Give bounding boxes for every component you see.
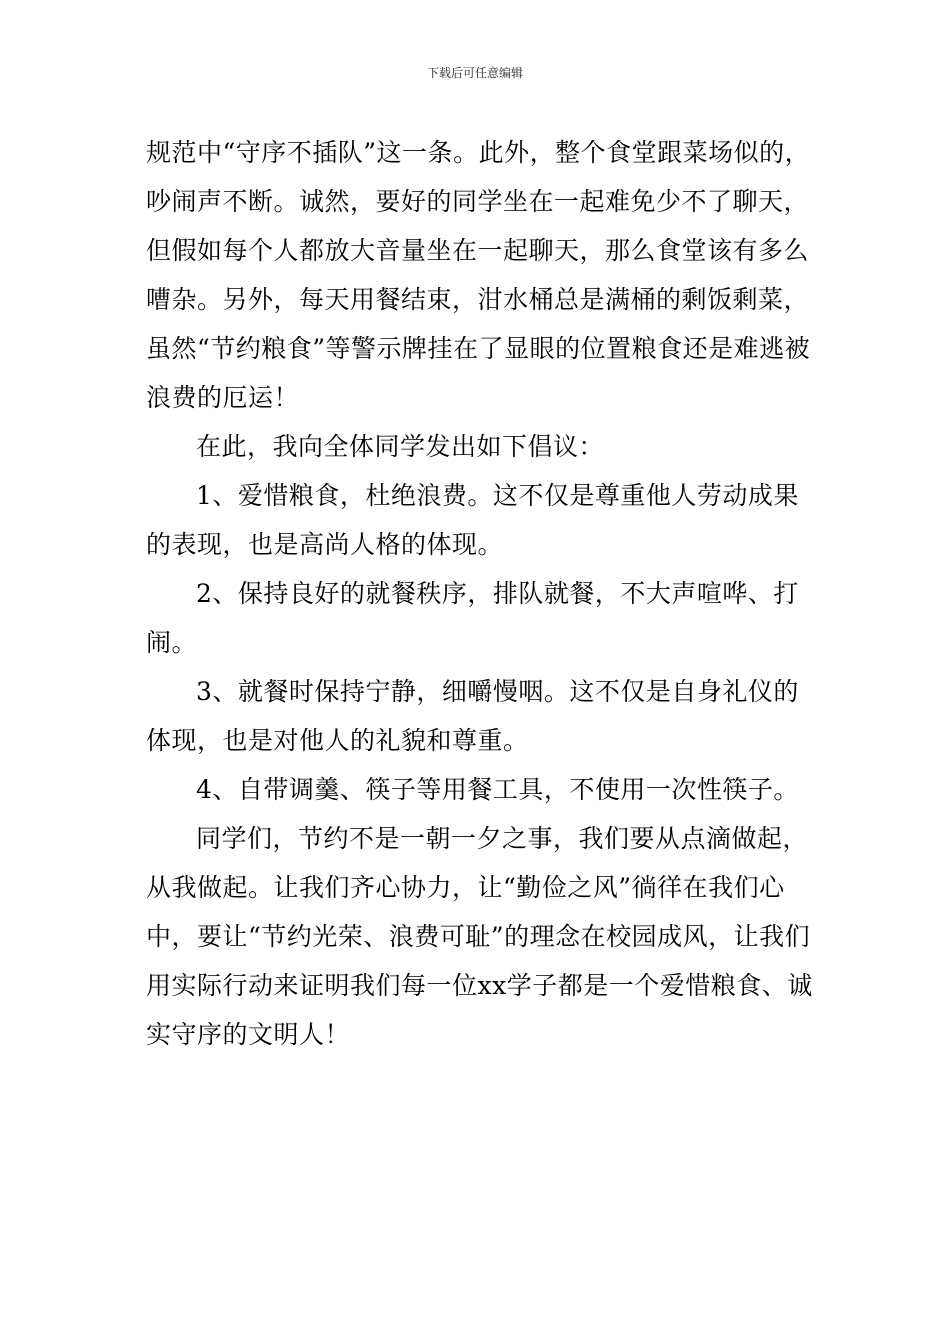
paragraph-item-2: 2、保持良好的就餐秩序，排队就餐，不大声喧哗、打闹。 <box>146 579 799 657</box>
paragraph-closing-appeal: 同学们，节约不是一朝一夕之事，我们要从点滴做起，从我做起。让我们齐心协力，让“勤俭之风”徜徉在我们心中，要让“节约光荣、浪费可耻”的理念在校园成风，让我们用实际行动来证明我们每一位xx学子都是一个爱惜粮食、诚实守序的文明人！ <box>146 824 813 1049</box>
paragraph-item-3: 3、就餐时保持宁静，细嚼慢咽。这不仅是自身礼仪的体现，也是对他人的礼貌和尊重。 <box>146 677 799 755</box>
document-body <box>146 128 816 1059</box>
page-header-note: 下载后可任意编辑 <box>426 66 523 80</box>
paragraph-item-1: 1、爱惜粮食，杜绝浪费。这不仅是尊重他人劳动成果的表现，也是高尚人格的体现。 <box>146 481 799 559</box>
paragraph-canteen-problems: 规范中“守序不插队”这一条。此外，整个食堂跟菜场似的，吵闹声不断。诚然，要好的同学坐在一起难免少不了聊天，但假如每个人都放大音量坐在一起聊天，那么食堂该有多么嘈杂。另外，每天用餐结束，泔水桶总是满桶的剩饭剩菜，虽然“节约粮食”等警示牌挂在了显眼的位置粮食还是难逃被浪费的厄运！ <box>146 138 811 412</box>
paragraph-item-4: 4、自带调羹、筷子等用餐工具，不使用一次性筷子。 <box>196 775 799 804</box>
paragraph-proposal-intro: 在此，我向全体同学发出如下倡议： <box>196 432 605 461</box>
